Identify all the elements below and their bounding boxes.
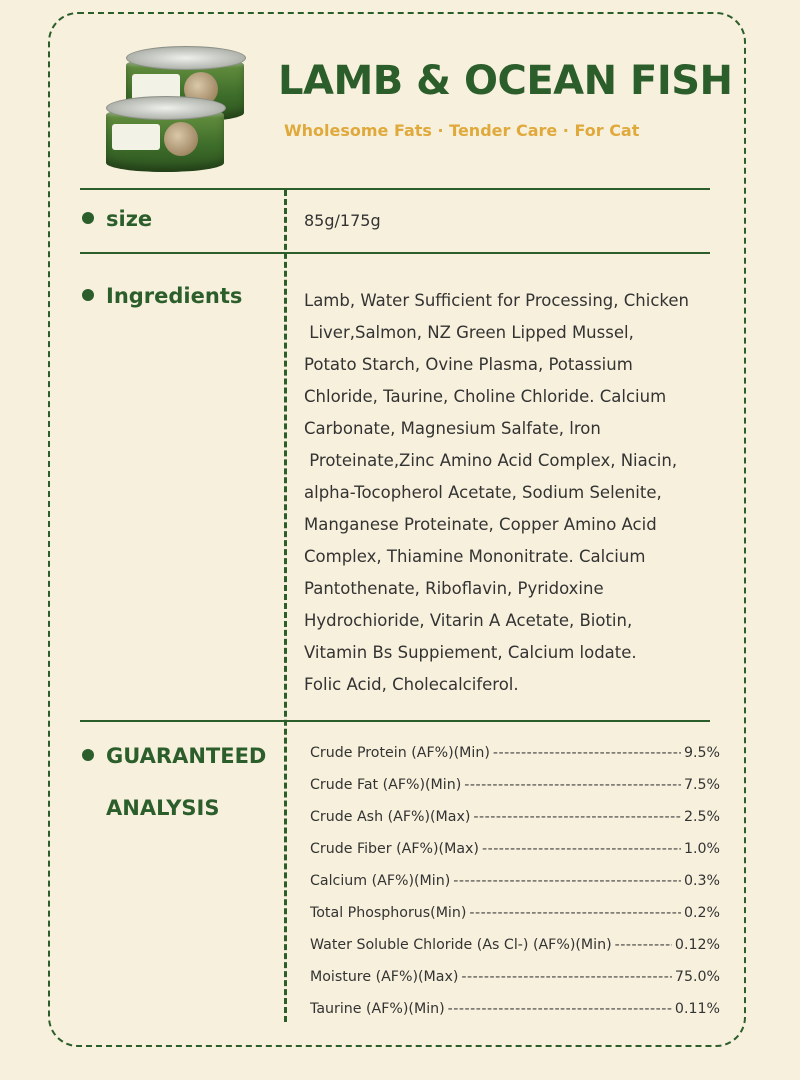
analysis-value: 75.0% bbox=[674, 969, 720, 985]
analysis-value: 0.12% bbox=[674, 937, 720, 953]
analysis-value: 9.5% bbox=[683, 745, 720, 761]
ingredients-line: Hydrochioride, Vitarin A Acetate, Biotin, bbox=[304, 611, 633, 630]
analysis-name: Crude Protein (AF%)(Min) bbox=[310, 745, 490, 761]
ingredients-line: Liver,Salmon, NZ Green Lipped Mussel, bbox=[304, 323, 634, 342]
analysis-row bbox=[310, 865, 720, 897]
column-divider bbox=[284, 190, 287, 1022]
analysis-name: Calcium (AF%)(Min) bbox=[310, 873, 451, 889]
size-value: 85g/175g bbox=[304, 211, 381, 230]
analysis-row bbox=[310, 833, 720, 865]
analysis-row bbox=[310, 801, 720, 833]
analysis-name: Crude Fiber (AF%)(Max) bbox=[310, 841, 479, 857]
analysis-label: GUARANTEED bbox=[82, 744, 266, 768]
analysis-value: 0.3% bbox=[683, 873, 720, 889]
ingredients-line: Proteinate,Zinc Amino Acid Complex, Niacin, bbox=[304, 451, 678, 470]
size-label: size bbox=[82, 207, 152, 231]
ingredients-line: Manganese Proteinate, Copper Amino Acid bbox=[304, 515, 657, 534]
page-title: LAMB & OCEAN FISH bbox=[278, 58, 733, 104]
analysis-name: Crude Fat (AF%)(Min) bbox=[310, 777, 462, 793]
cat-food-cans-image bbox=[104, 40, 254, 170]
ingredients-label: Ingredients bbox=[82, 284, 242, 308]
analysis-name: Crude Ash (AF%)(Max) bbox=[310, 809, 471, 825]
can-bottom bbox=[106, 106, 224, 172]
bullet-icon bbox=[82, 289, 94, 301]
analysis-value: 7.5% bbox=[683, 777, 720, 793]
ingredients-line: Potato Starch, Ovine Plasma, Potassium bbox=[304, 355, 633, 374]
analysis-value: 0.11% bbox=[674, 1001, 720, 1017]
analysis-value: 2.5% bbox=[683, 809, 720, 825]
analysis-row bbox=[310, 929, 720, 961]
divider-size bbox=[80, 252, 710, 254]
analysis-table bbox=[310, 737, 720, 1025]
analysis-row bbox=[310, 897, 720, 929]
analysis-name: Water Soluble Chloride (As Cl-) (AF%)(Min) bbox=[310, 937, 612, 953]
ingredients-line: Carbonate, Magnesium Salfate, lron bbox=[304, 419, 601, 438]
ingredients-line: Chloride, Taurine, Choline Chloride. Calcium bbox=[304, 387, 667, 406]
ingredients-line: Vitamin Bs Suppiement, Calcium lodate. bbox=[304, 643, 637, 662]
ingredients-line: Pantothenate, Riboflavin, Pyridoxine bbox=[304, 579, 604, 598]
analysis-value: 0.2% bbox=[683, 905, 720, 921]
ingredients-list bbox=[304, 285, 744, 701]
bullet-icon bbox=[82, 749, 94, 761]
divider-top bbox=[80, 188, 710, 190]
analysis-value: 1.0% bbox=[683, 841, 720, 857]
analysis-row bbox=[310, 993, 720, 1025]
ingredients-line: alpha-Tocopherol Acetate, Sodium Selenite, bbox=[304, 483, 662, 502]
divider-ingredients bbox=[80, 720, 710, 722]
bullet-icon bbox=[82, 212, 94, 224]
analysis-row bbox=[310, 769, 720, 801]
analysis-name: Total Phosphorus(Min) bbox=[310, 905, 467, 921]
analysis-label-line2: ANALYSIS bbox=[106, 796, 220, 820]
analysis-name: Taurine (AF%)(Min) bbox=[310, 1001, 445, 1017]
analysis-row bbox=[310, 737, 720, 769]
page-subtitle: Wholesome Fats · Tender Care · For Cat bbox=[284, 121, 640, 140]
ingredients-line: Complex, Thiamine Mononitrate. Calcium bbox=[304, 547, 646, 566]
ingredients-line: Folic Acid, Cholecalciferol. bbox=[304, 675, 519, 694]
analysis-name: Moisture (AF%)(Max) bbox=[310, 969, 459, 985]
ingredients-line: Lamb, Water Sufficient for Processing, Chicken bbox=[304, 291, 689, 310]
analysis-row bbox=[310, 961, 720, 993]
